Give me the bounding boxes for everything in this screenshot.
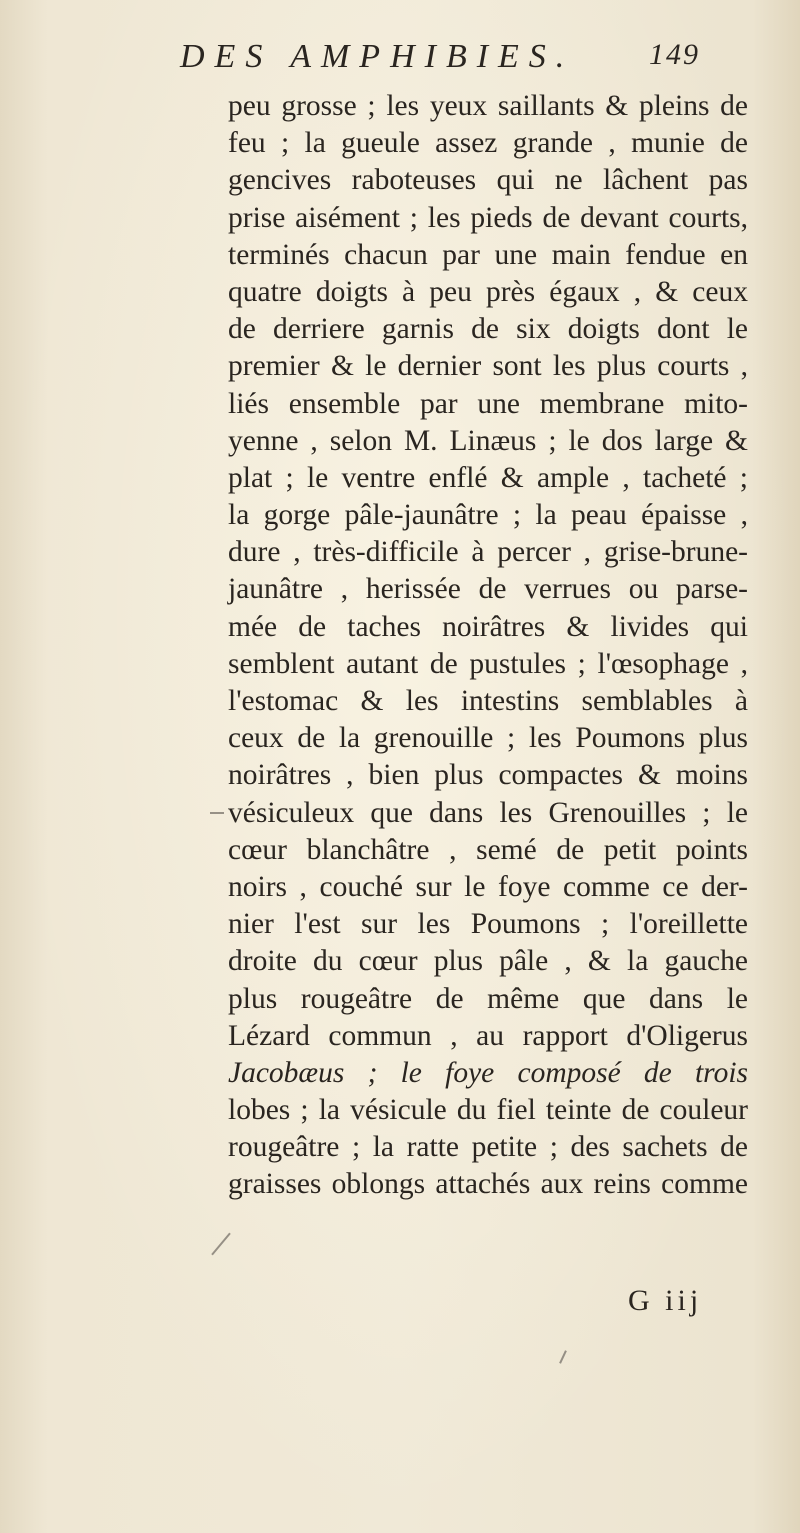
text-line: graisses oblongs attachés aux reins comme bbox=[228, 1168, 748, 1201]
text-line: la gorge pâle-jaunâtre ; la peau épaisse , bbox=[228, 499, 748, 532]
text-line: noirâtres , bien plus compactes & moins bbox=[228, 759, 748, 792]
text-line: plat ; le ventre enflé & ample , tacheté ; bbox=[228, 461, 748, 494]
text-line: feu ; la gueule assez grande , munie de bbox=[228, 127, 748, 160]
margin-mark bbox=[210, 812, 224, 814]
text-line: mée de taches noirâtres & livides qui bbox=[228, 610, 748, 643]
text-line: rougeâtre ; la ratte petite ; des sachets de bbox=[228, 1131, 748, 1164]
text-line: droite du cœur plus pâle , & la gauche bbox=[228, 945, 748, 978]
text-line: Lézard commun , au rapport d'Oligerus bbox=[228, 1019, 748, 1052]
page-header bbox=[180, 38, 700, 86]
margin-mark bbox=[211, 1233, 231, 1256]
text-line: dure , très-difficile à percer , grise-brune- bbox=[228, 536, 748, 569]
text-line: nier l'est sur les Poumons ; l'oreillette bbox=[228, 908, 748, 941]
text-line: noirs , couché sur le foye comme ce der- bbox=[228, 870, 748, 903]
text-line: Jacobæus ; le foye composé de trois bbox=[228, 1056, 748, 1089]
text-line: lobes ; la vésicule du fiel teinte de couleur bbox=[228, 1094, 748, 1127]
margin-mark bbox=[559, 1350, 567, 1364]
body-text bbox=[228, 88, 748, 1204]
text-line: cœur blanchâtre , semé de petit points bbox=[228, 833, 748, 866]
text-line: peu grosse ; les yeux saillants & pleins de bbox=[228, 90, 748, 122]
text-line: premier & le dernier sont les plus courts , bbox=[228, 350, 748, 383]
text-line: de derriere garnis de six doigts dont le bbox=[228, 313, 748, 346]
text-line: plus rougeâtre de même que dans le bbox=[228, 982, 748, 1015]
text-line: liés ensemble par une membrane mito- bbox=[228, 387, 748, 420]
text-line: gencives raboteuses qui ne lâchent pas bbox=[228, 164, 748, 197]
text-line: terminés chacun par une main fendue en bbox=[228, 238, 748, 271]
text-line: ceux de la grenouille ; les Poumons plus bbox=[228, 722, 748, 755]
running-head: DES AMPHIBIES. bbox=[180, 38, 575, 75]
text-line: yenne , selon M. Linæus ; le dos large & bbox=[228, 424, 748, 457]
text-line: prise aisément ; les pieds de devant courts, bbox=[228, 201, 748, 234]
text-line: jaunâtre , herissée de verrues ou parse- bbox=[228, 573, 748, 606]
text-line: vésiculeux que dans les Grenouilles ; le bbox=[228, 796, 748, 829]
text-line: semblent autant de pustules ; l'œsophage , bbox=[228, 647, 748, 680]
page-number: 149 bbox=[649, 38, 700, 71]
text-line: l'estomac & les intestins semblables à bbox=[228, 685, 748, 717]
text-line: quatre doigts à peu près égaux , & ceux bbox=[228, 275, 748, 308]
signature-mark: G iij bbox=[628, 1284, 703, 1317]
